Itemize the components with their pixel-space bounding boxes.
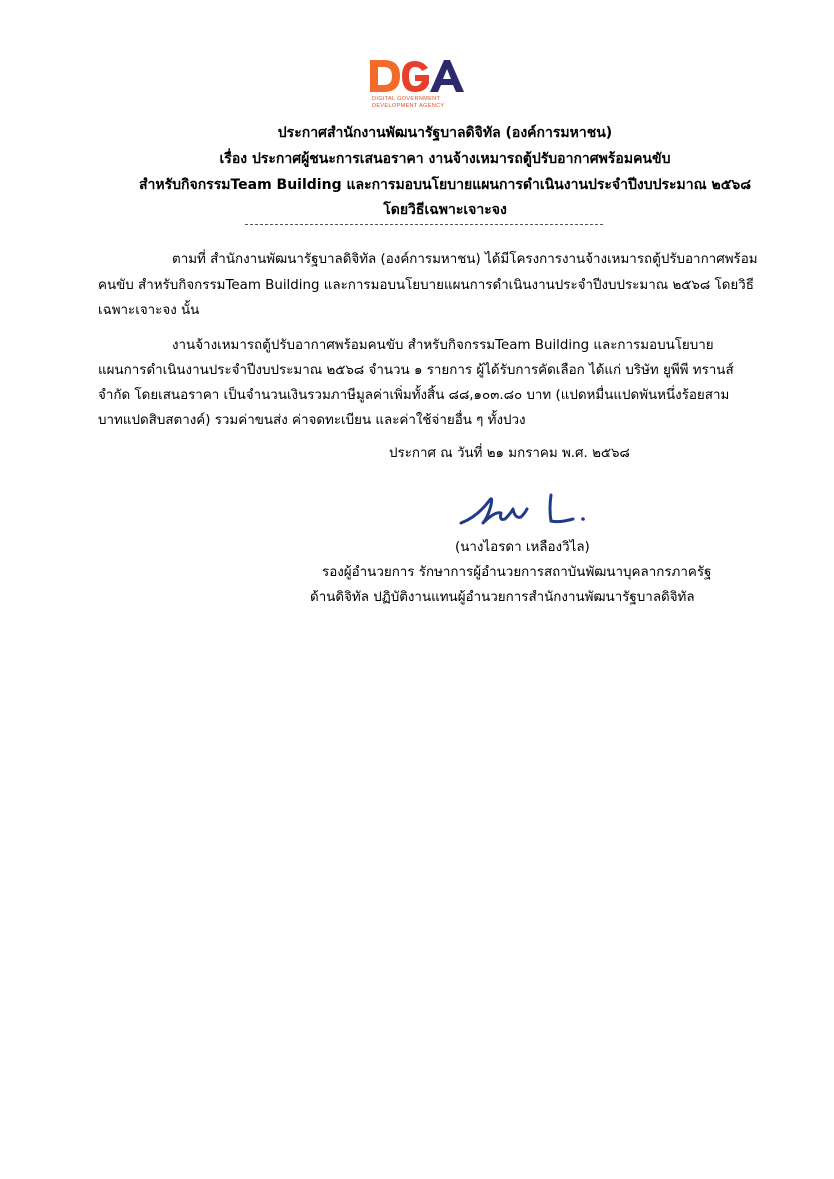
paragraph-1-line-1: ตามที่ สำนักงานพัฒนารัฐบาลดิจิทัล (องค์การมหาชน) ได้มีโครงการงานจ้างเหมารถตู้ปรับอากาศพร้อม bbox=[172, 252, 758, 267]
header-divider bbox=[245, 224, 603, 225]
announcement-date: ประกาศ ณ วันที่ ๒๑ มกราคม พ.ศ. ๒๕๖๘ bbox=[389, 446, 630, 461]
announcement-method: โดยวิธีเฉพาะเจาะจง bbox=[383, 202, 507, 218]
paragraph-1-line-3: เฉพาะเจาะจง นั้น bbox=[98, 303, 200, 318]
dga-logo-subtitle bbox=[372, 96, 466, 109]
paragraph-2-line-2: แผนการดำเนินงานประจำปีงบประมาณ ๒๕๖๘ จำนวน ๑ รายการ ผู้ได้รับการคัดเลือก ได้แก่ บริษัท ยูพีพี ทรานส์ bbox=[98, 363, 734, 378]
handwritten-signature bbox=[455, 483, 605, 533]
announcement-title: ประกาศสำนักงานพัฒนารัฐบาลดิจิทัล (องค์การมหาชน) bbox=[277, 125, 613, 141]
paragraph-2-line-3: จำกัด โดยเสนอราคา เป็นจำนวนเงินรวมภาษีมูลค่าเพิ่มทั้งสิ้น ๘๘,๑๐๓.๘๐ บาท (แปดหมื่นแปดพันหนึ่งร้อยสาม bbox=[98, 388, 730, 403]
announcement-subject: เรื่อง ประกาศผู้ชนะการเสนอราคา งานจ้างเหมารถตู้ปรับอากาศพร้อมคนขับ bbox=[219, 151, 671, 167]
paragraph-2-line-1: งานจ้างเหมารถตู้ปรับอากาศพร้อมคนขับ สำหรับกิจกรรมTeam Building และการมอบนโยบาย bbox=[172, 338, 714, 353]
paragraph-1-line-2: คนขับ สำหรับกิจกรรมTeam Building และการมอบนโยบายแผนการดำเนินงานประจำปีงบประมาณ ๒๕๖๘ โดยวิธี bbox=[98, 278, 754, 293]
dga-logo-mark bbox=[366, 56, 466, 98]
logo-subtitle-line-1: DIGITAL GOVERNMENT bbox=[372, 96, 441, 102]
paragraph-2-line-4: บาทแปดสิบสตางค์) รวมค่าขนส่ง ค่าจดทะเบียน และค่าใช้จ่ายอื่น ๆ ทั้งปวง bbox=[98, 413, 526, 428]
signatory-name: (นางไอรดา เหลืองวิไล) bbox=[455, 540, 590, 555]
signatory-title-line-2: ด้านดิจิทัล ปฏิบัติงานแทนผู้อำนวยการสำนักงานพัฒนารัฐบาลดิจิทัล bbox=[310, 590, 695, 605]
signatory-title-line-1: รองผู้อำนวยการ รักษาการผู้อำนวยการสถาบันพัฒนาบุคลากรภาครัฐ bbox=[322, 565, 712, 580]
announcement-subject-cont: สำหรับกิจกรรมTeam Building และการมอบนโยบายแผนการดำเนินงานประจำปีงบประมาณ ๒๕๖๘ bbox=[138, 177, 751, 193]
logo-subtitle-line-2: DEVELOPMENT AGENCY bbox=[372, 102, 445, 109]
dga-logo bbox=[366, 56, 466, 114]
